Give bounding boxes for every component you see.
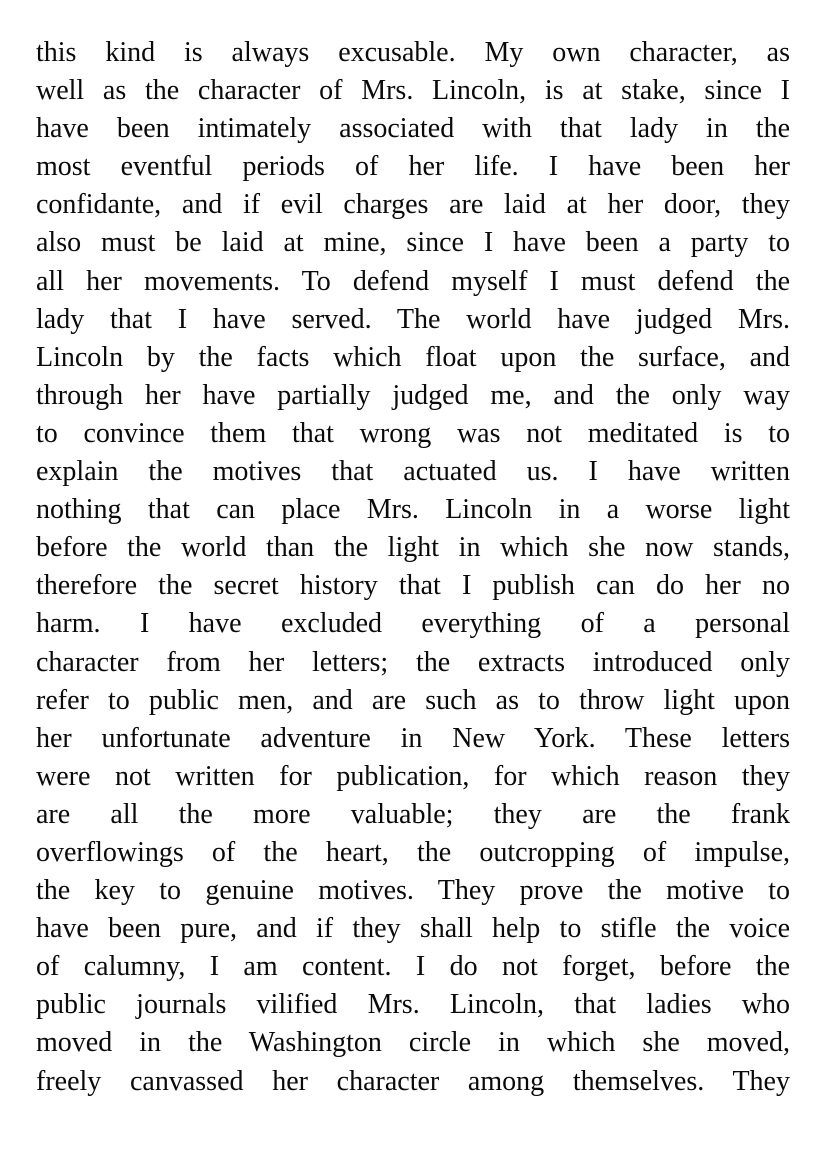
text-line: this kind is always excusable. My own character, as — [36, 37, 790, 68]
text-line: harm. I have excluded everything of a personal — [36, 608, 790, 640]
text-line: the key to genuine motives. They prove the motive to — [36, 875, 790, 907]
text-line: freely canvassed her character among themselves. They — [36, 1065, 790, 1097]
text-line: confidante, and if evil charges are laid at her door, they — [36, 189, 790, 221]
text-line: were not written for publication, for which reason they — [36, 760, 790, 792]
text-line: lady that I have served. The world have judged Mrs. — [36, 303, 790, 335]
text-line: refer to public men, and are such as to throw light upon — [36, 684, 790, 716]
text-line: all her movements. To defend myself I must defend the — [36, 265, 790, 297]
text-line: therefore the secret history that I publish can do her no — [36, 570, 790, 602]
text-line: to convince them that wrong was not meditated is to — [36, 417, 790, 449]
text-line: moved in the Washington circle in which she moved, — [36, 1027, 790, 1059]
paragraph-text — [36, 34, 790, 1101]
text-line: most eventful periods of her life. I have been her — [36, 151, 790, 183]
text-line: have been intimately associated with that lady in the — [36, 113, 790, 145]
text-line: well as the character of Mrs. Lincoln, is at stake, since I — [36, 75, 790, 107]
text-line: overflowings of the heart, the outcropping of impulse, — [36, 836, 790, 868]
text-line: explain the motives that actuated us. I have written — [36, 456, 790, 488]
text-line: are all the more valuable; they are the frank — [36, 798, 790, 830]
text-line: her unfortunate adventure in New York. These letters — [36, 722, 790, 754]
text-line: have been pure, and if they shall help to stifle the voice — [36, 913, 790, 945]
text-line: public journals vilified Mrs. Lincoln, that ladies who — [36, 989, 790, 1021]
text-line: before the world than the light in which she now stands, — [36, 532, 790, 564]
text-line: of calumny, I am content. I do not forget, before the — [36, 951, 790, 983]
text-line: character from her letters; the extracts introduced only — [36, 646, 790, 678]
text-line: Lincoln by the facts which float upon the surface, and — [36, 341, 790, 373]
text-line: nothing that can place Mrs. Lincoln in a worse light — [36, 494, 790, 526]
text-line: through her have partially judged me, and the only way — [36, 379, 790, 411]
text-line: also must be laid at mine, since I have been a party to — [36, 227, 790, 259]
